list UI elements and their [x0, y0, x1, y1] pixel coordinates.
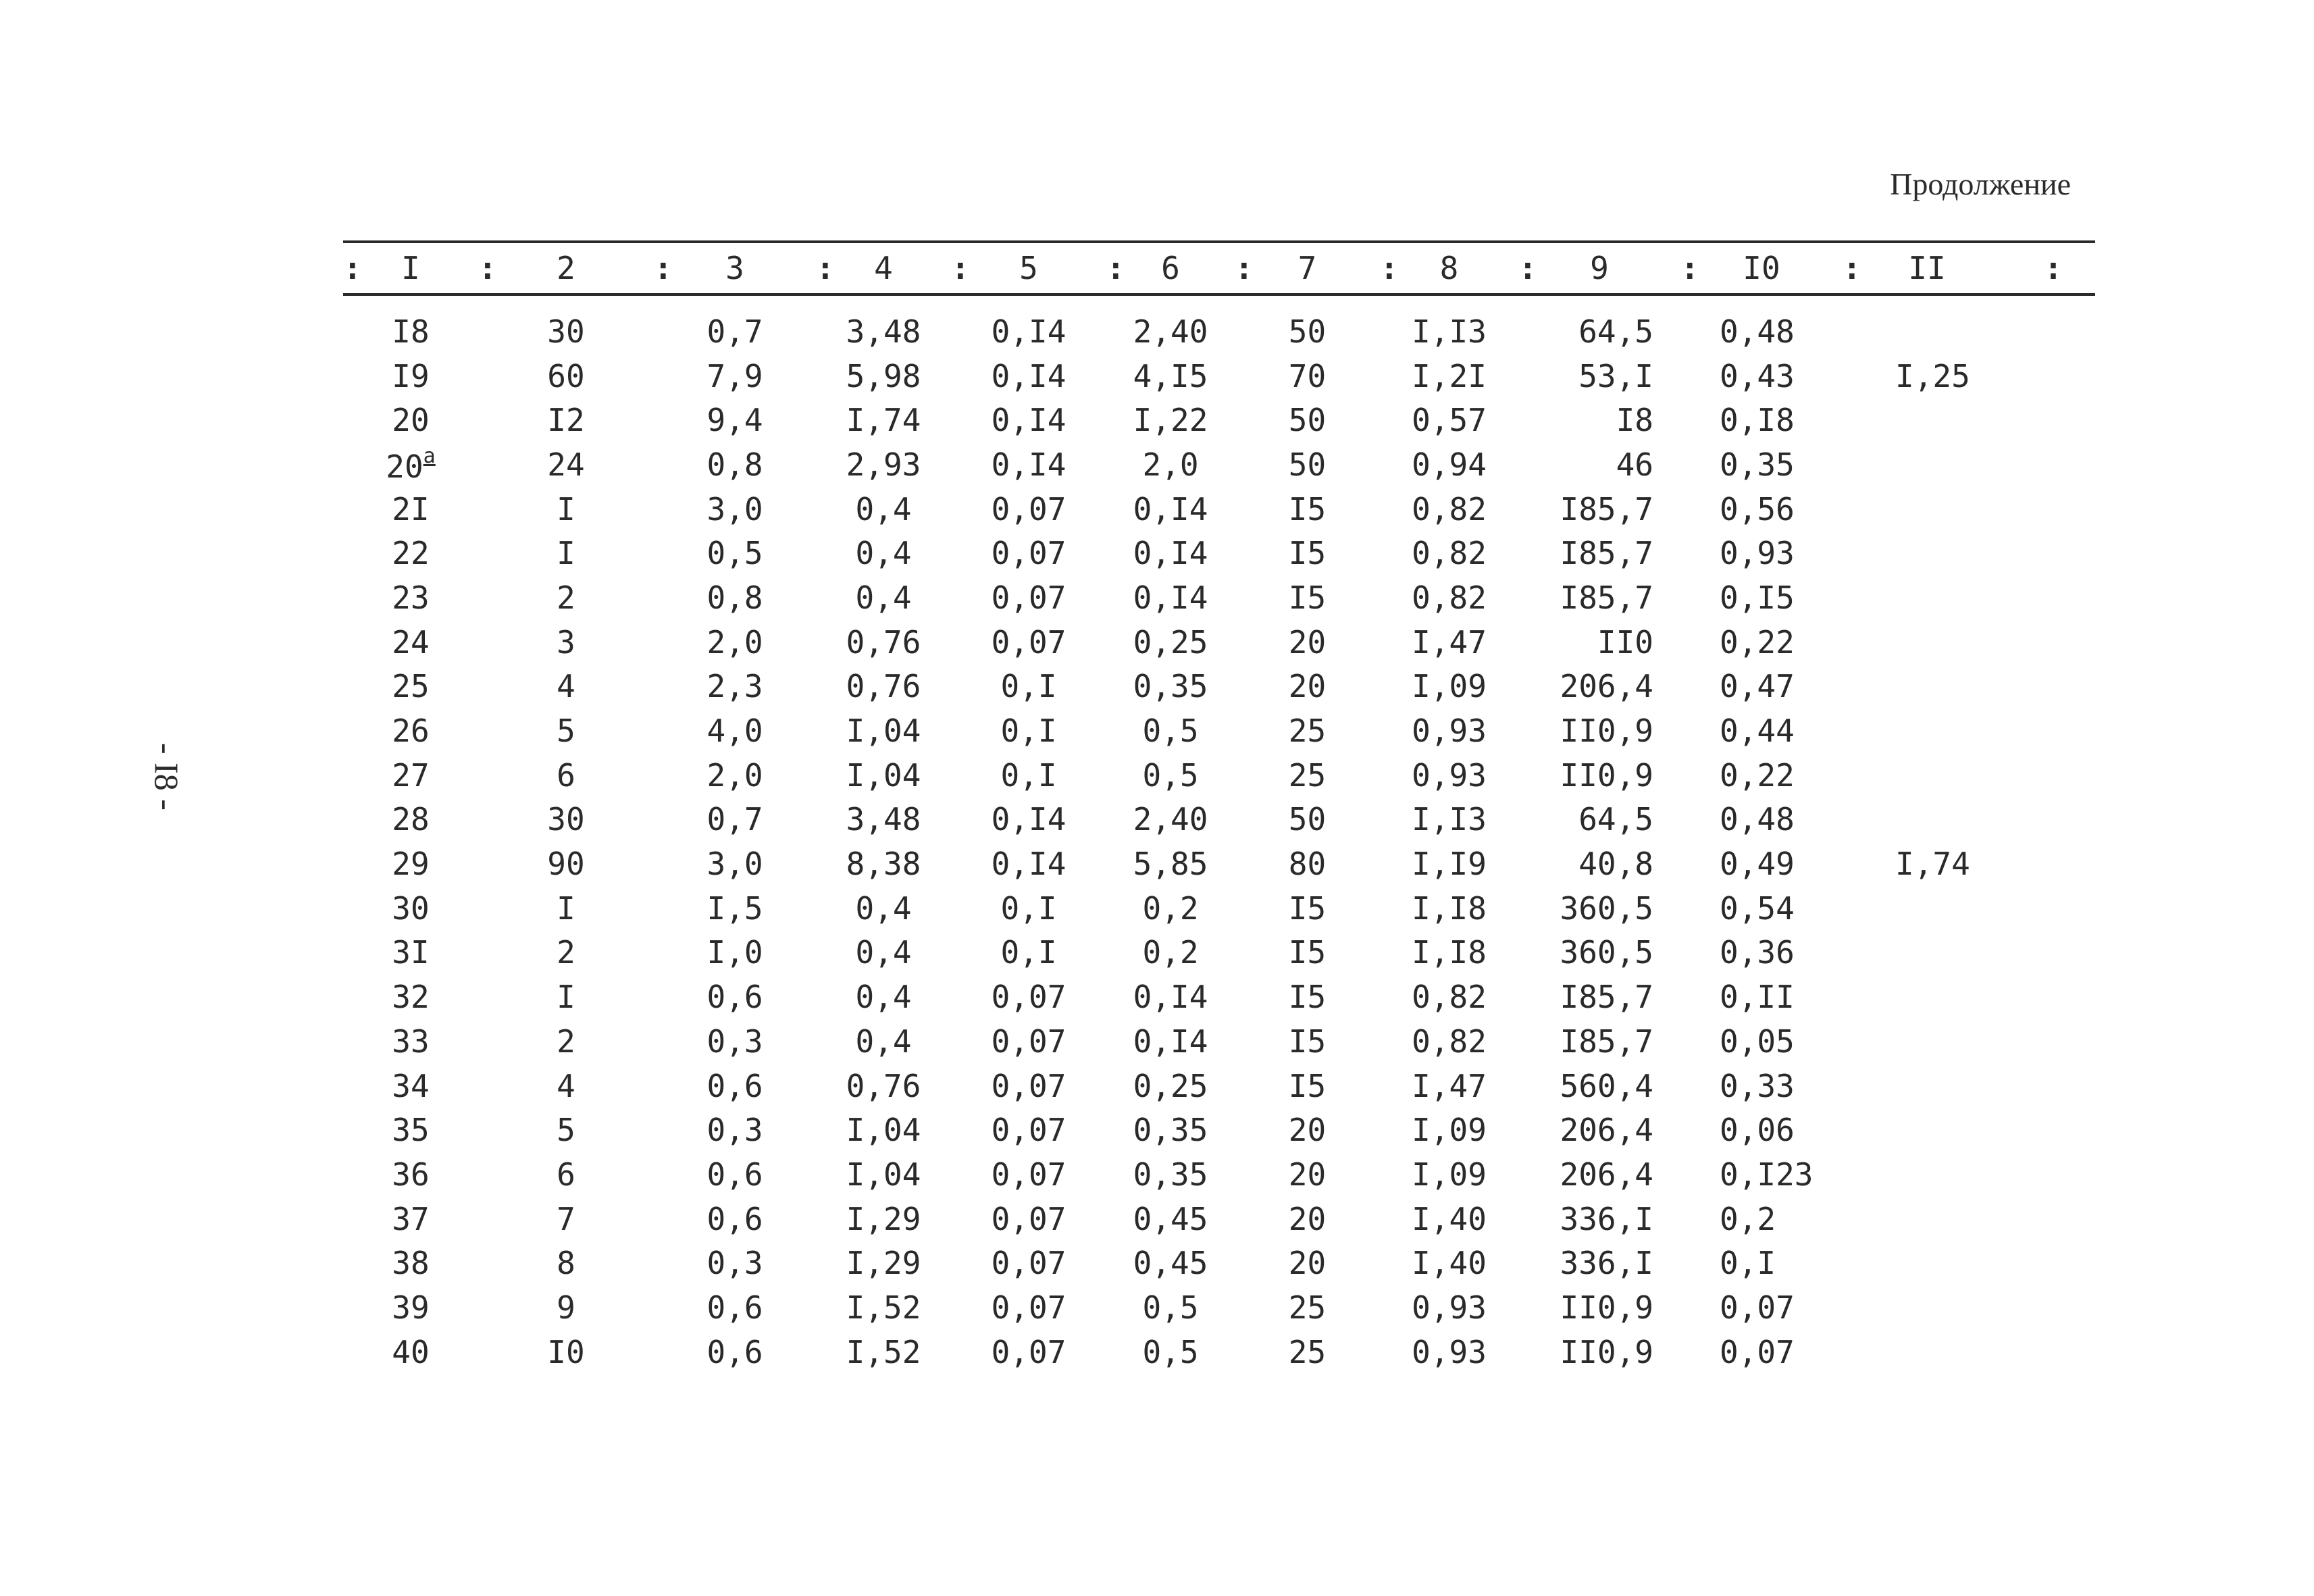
table-cell: 0,07: [991, 1289, 1066, 1326]
table-cell: 0,07: [1720, 1333, 1795, 1370]
table-cell: 25: [392, 668, 430, 705]
table-cell: 0,I4: [1133, 979, 1208, 1016]
table-cell: 0,5: [1142, 713, 1199, 750]
table-header-rule: [343, 293, 2095, 296]
table-cell: I,25: [1895, 357, 1970, 394]
table-cell: 0,I: [1720, 1245, 1776, 1282]
table-cell: 24: [547, 446, 585, 483]
table-cell: 0,76: [846, 623, 921, 661]
table-cell: 0,45: [1133, 1200, 1208, 1237]
table-row: [343, 665, 2095, 709]
table-cell: 0,76: [846, 1067, 921, 1104]
table-cell: 30: [392, 890, 430, 927]
table-cell: 0,07: [991, 1112, 1066, 1149]
table-cell: 0,6: [706, 1200, 763, 1237]
table-cell: 0,I8: [1720, 402, 1795, 439]
table-cell: 25: [1288, 1333, 1327, 1370]
table-cell: 2,40: [1133, 801, 1208, 838]
table-cell: I,5: [706, 890, 763, 927]
table-cell: II0,9: [1560, 1289, 1653, 1326]
table-cell: 0,22: [1720, 756, 1795, 794]
table-cell: I,47: [1412, 1067, 1487, 1104]
header-cell: : 2: [478, 250, 654, 286]
table-cell: I,40: [1412, 1245, 1487, 1282]
table-cell: I9: [392, 357, 430, 394]
table-cell: I,I8: [1412, 934, 1487, 971]
table-cell: 7,9: [706, 357, 763, 394]
table-cell: I5: [1288, 890, 1327, 927]
table-cell: I,74: [1895, 846, 1970, 883]
table-cell: 3I: [392, 934, 430, 971]
table-header: [343, 243, 2095, 293]
table-cell: 3,0: [706, 490, 763, 527]
table-cell: 0,56: [1720, 490, 1795, 527]
table-cell: 0,06: [1720, 1112, 1795, 1149]
table-cell: I5: [1288, 934, 1327, 971]
table-row: [343, 798, 2095, 842]
header-cell: : 5: [951, 250, 1106, 286]
table-cell: 32: [392, 979, 430, 1016]
table-cell: 40,8: [1578, 846, 1653, 883]
table-cell: 0,25: [1133, 1067, 1208, 1104]
table-cell: 8,38: [846, 846, 921, 883]
table-row: [343, 398, 2095, 442]
table-row: [343, 1197, 2095, 1241]
table-cell: 3,0: [706, 846, 763, 883]
table-cell: 0,2: [1142, 890, 1199, 927]
table-cell: 206,4: [1560, 668, 1653, 705]
table-row: [343, 975, 2095, 1019]
table-cell: 0,76: [846, 668, 921, 705]
table-cell: 0,3: [706, 1023, 763, 1060]
table-row: [343, 620, 2095, 665]
table-cell: 20: [1288, 668, 1327, 705]
table-row: [343, 1019, 2095, 1064]
table-cell: 0,35: [1133, 1112, 1208, 1149]
table-cell: I,22: [1133, 402, 1208, 439]
table-cell: I,04: [846, 1156, 921, 1193]
table-cell: 5,98: [846, 357, 921, 394]
table-row: [343, 1064, 2095, 1108]
table-cell: 20: [1288, 623, 1327, 661]
table-cell: 0,4: [855, 934, 912, 971]
header-cell: : 6: [1106, 250, 1235, 286]
table-cell: 0,2: [1142, 934, 1199, 971]
table-cell: 40: [392, 1333, 430, 1370]
table-cell: I,I3: [1412, 313, 1487, 350]
table-cell: 36: [392, 1156, 430, 1193]
table-cell: 0,I4: [1133, 535, 1208, 572]
table-cell: 0,54: [1720, 890, 1795, 927]
header-cell: : II: [1843, 250, 2011, 286]
table-row: [343, 575, 2095, 620]
table-row: [343, 1285, 2095, 1330]
table-cell: 0,93: [1412, 713, 1487, 750]
table-cell: 0,4: [855, 1023, 912, 1060]
table-cell: 0,07: [991, 579, 1066, 616]
table-cell: 6: [557, 756, 575, 794]
table-cell: 0,48: [1720, 801, 1795, 838]
table-cell: I85,7: [1560, 579, 1653, 616]
table-cell: 22: [392, 535, 430, 572]
table-row: [343, 842, 2095, 886]
table-cell: 4: [557, 668, 575, 705]
table-cell: I5: [1288, 979, 1327, 1016]
table-row: [343, 1330, 2095, 1374]
table-cell: 0,07: [991, 979, 1066, 1016]
table-cell: II0,9: [1560, 756, 1653, 794]
table-cell: I5: [1288, 490, 1327, 527]
table-cell: 8: [557, 1245, 575, 1282]
table-cell: 0,2: [1720, 1200, 1776, 1237]
table-cell: 0,I4: [991, 402, 1066, 439]
table-row: [343, 354, 2095, 398]
table-cell: 0,35: [1133, 668, 1208, 705]
table-cell: 0,7: [706, 313, 763, 350]
table-cell: 0,I4: [991, 357, 1066, 394]
table-cell: 0,82: [1412, 535, 1487, 572]
table-cell: 0,I4: [1133, 579, 1208, 616]
table-cell: I,74: [846, 402, 921, 439]
table-cell: 0,47: [1720, 668, 1795, 705]
table-cell: 0,07: [991, 1156, 1066, 1193]
table-cell: 2I: [392, 490, 430, 527]
table-cell: I8: [392, 313, 430, 350]
table-cell: 0,I23: [1720, 1156, 1814, 1193]
table-cell: 46: [1616, 446, 1653, 483]
table-cell: I: [557, 490, 575, 527]
table-cell: 60: [547, 357, 585, 394]
table-cell: I,04: [846, 756, 921, 794]
table-cell: I,29: [846, 1245, 921, 1282]
page-number: - I8 -: [148, 743, 186, 810]
table-cell: 0,93: [1720, 535, 1795, 572]
table-cell: 29: [392, 846, 430, 883]
table-cell: 34: [392, 1067, 430, 1104]
table-cell: 336,I: [1560, 1245, 1653, 1282]
table-cell: 0,44: [1720, 713, 1795, 750]
table-cell: 70: [1288, 357, 1327, 394]
table-cell: 0,49: [1720, 846, 1795, 883]
header-cell: : 9: [1518, 250, 1680, 286]
table-cell: 6: [557, 1156, 575, 1193]
table-cell: 4,0: [706, 713, 763, 750]
table-cell: 0,43: [1720, 357, 1795, 394]
table-cell: 560,4: [1560, 1067, 1653, 1104]
table-row: [343, 709, 2095, 753]
continuation-label: Продолжение: [1890, 167, 2071, 201]
table-cell: II0,9: [1560, 1333, 1653, 1370]
table-cell: 0,07: [991, 1023, 1066, 1060]
table-row: [343, 1152, 2095, 1197]
table-cell: 0,5: [1142, 1289, 1199, 1326]
table-cell: 0,07: [991, 535, 1066, 572]
table-cell: 0,I: [1000, 713, 1057, 750]
table-cell: 20: [1288, 1112, 1327, 1149]
table-cell: 336,I: [1560, 1200, 1653, 1237]
table-cell: 20: [1288, 1156, 1327, 1193]
table-cell: 37: [392, 1200, 430, 1237]
table-cell: 3,48: [846, 313, 921, 350]
table-cell: 0,93: [1412, 1289, 1487, 1326]
table-cell: 0,I: [1000, 756, 1057, 794]
table-cell: 0,I4: [991, 801, 1066, 838]
header-end-colon: :: [2044, 250, 2063, 286]
table-cell: 0,57: [1412, 402, 1487, 439]
table-cell: 0,07: [991, 1333, 1066, 1370]
table-cell: 24: [392, 623, 430, 661]
table-cell: 0,6: [706, 1289, 763, 1326]
table-row: [343, 753, 2095, 798]
table-cell: 2: [557, 934, 575, 971]
table-cell: 0,7: [706, 801, 763, 838]
header-cell: : I0: [1680, 250, 1843, 286]
table-cell: 50: [1288, 313, 1327, 350]
table-cell: 0,22: [1720, 623, 1795, 661]
table-cell: 360,5: [1560, 934, 1653, 971]
table-cell: 0,I4: [1133, 1023, 1208, 1060]
table-cell: 27: [392, 756, 430, 794]
table-cell: 80: [1288, 846, 1327, 883]
table-cell: 0,33: [1720, 1067, 1795, 1104]
table-cell: I,09: [1412, 1156, 1487, 1193]
table-cell: 0,5: [1142, 1333, 1199, 1370]
table-cell: II0: [1597, 623, 1653, 661]
table-cell: 25: [1288, 1289, 1327, 1326]
table-cell: 5: [557, 1112, 575, 1149]
table-cell: 0,07: [991, 1200, 1066, 1237]
header-cell: : 7: [1235, 250, 1380, 286]
table-cell: 0,6: [706, 1333, 763, 1370]
table-cell: 50: [1288, 801, 1327, 838]
table-cell: 23: [392, 579, 430, 616]
table-row: [343, 886, 2095, 931]
table-cell: 0,48: [1720, 313, 1795, 350]
table-cell: 0,I5: [1720, 579, 1795, 616]
table-cell: I,52: [846, 1333, 921, 1370]
table-cell: 30: [547, 313, 585, 350]
table-cell: 25: [1288, 756, 1327, 794]
table-cell: 0,4: [855, 890, 912, 927]
table-row: [343, 931, 2095, 975]
table-cell: 360,5: [1560, 890, 1653, 927]
header-cell: : 4: [816, 250, 951, 286]
table-cell: I,I8: [1412, 890, 1487, 927]
table-cell: 2: [557, 1023, 575, 1060]
table-cell: I,09: [1412, 1112, 1487, 1149]
table-cell: 0,82: [1412, 1023, 1487, 1060]
table-row: [343, 531, 2095, 575]
table-cell: 0,I: [1000, 934, 1057, 971]
header-cell: : I: [343, 250, 478, 286]
table-cell: 25: [1288, 713, 1327, 750]
table-cell: I: [557, 890, 575, 927]
table-body: [343, 309, 2095, 1374]
table-row: [343, 1108, 2095, 1152]
table-cell: 0,3: [706, 1245, 763, 1282]
table-cell: 2,0: [1142, 446, 1199, 483]
table-cell: 9,4: [706, 402, 763, 439]
table-cell: 50: [1288, 402, 1327, 439]
table-cell: 0,4: [855, 579, 912, 616]
table-cell: 26: [392, 713, 430, 750]
table-cell: 3: [557, 623, 575, 661]
table-cell: 0,35: [1133, 1156, 1208, 1193]
table-cell: I0: [547, 1333, 585, 1370]
table-cell: 0,6: [706, 1067, 763, 1104]
table-cell: 9: [557, 1289, 575, 1326]
table-cell: I: [557, 979, 575, 1016]
table-cell: 0,07: [991, 1245, 1066, 1282]
table-cell: 0,94: [1412, 446, 1487, 483]
table-cell: 5,85: [1133, 846, 1208, 883]
data-table: [343, 240, 2095, 1374]
table-cell: 0,6: [706, 979, 763, 1016]
table-cell: 0,93: [1412, 756, 1487, 794]
table-cell: 0,8: [706, 446, 763, 483]
table-cell: 0,07: [991, 490, 1066, 527]
table-cell: 0,II: [1720, 979, 1795, 1016]
table-cell: I85,7: [1560, 490, 1653, 527]
table-cell: 3,48: [846, 801, 921, 838]
table-cell: 0,82: [1412, 490, 1487, 527]
table-cell: 0,45: [1133, 1245, 1208, 1282]
table-cell: 0,93: [1412, 1333, 1487, 1370]
table-cell: 35: [392, 1112, 430, 1149]
table-cell: 4,I5: [1133, 357, 1208, 394]
table-cell: I,29: [846, 1200, 921, 1237]
row-suffix: а: [423, 444, 436, 468]
table-cell: I5: [1288, 535, 1327, 572]
table-cell: 2,0: [706, 623, 763, 661]
table-cell: [343, 444, 478, 485]
table-cell: 0,36: [1720, 934, 1795, 971]
table-cell: 0,4: [855, 490, 912, 527]
table-cell: I,52: [846, 1289, 921, 1326]
table-cell: 0,4: [855, 535, 912, 572]
table-row: [343, 487, 2095, 532]
table-cell: I,40: [1412, 1200, 1487, 1237]
table-cell: 0,I: [1000, 668, 1057, 705]
header-cell: : 8: [1380, 250, 1518, 286]
table-cell: 50: [1288, 446, 1327, 483]
table-cell: 0,5: [1142, 756, 1199, 794]
table-cell: I85,7: [1560, 535, 1653, 572]
table-cell: 90: [547, 846, 585, 883]
table-cell: 0,07: [1720, 1289, 1795, 1326]
table-cell: 206,4: [1560, 1156, 1653, 1193]
table-cell: 0,I4: [991, 313, 1066, 350]
table-cell: 2,3: [706, 668, 763, 705]
table-cell: I: [557, 535, 575, 572]
table-cell: I,I3: [1412, 801, 1487, 838]
table-cell: II0,9: [1560, 713, 1653, 750]
table-cell: 206,4: [1560, 1112, 1653, 1149]
table-cell: 4: [557, 1067, 575, 1104]
table-cell: 2,93: [846, 446, 921, 483]
table-cell: 0,5: [706, 535, 763, 572]
table-cell: 0,3: [706, 1112, 763, 1149]
table-cell: 0,25: [1133, 623, 1208, 661]
table-row: [343, 309, 2095, 354]
table-cell: I85,7: [1560, 979, 1653, 1016]
table-cell: I85,7: [1560, 1023, 1653, 1060]
table-cell: 0,35: [1720, 446, 1795, 483]
table-cell: 64,5: [1578, 313, 1653, 350]
table-cell: I,2I: [1412, 357, 1487, 394]
table-cell: 0,82: [1412, 579, 1487, 616]
table-cell: I,04: [846, 713, 921, 750]
table-cell: 0,05: [1720, 1023, 1795, 1060]
table-cell: I2: [547, 402, 585, 439]
table-cell: 39: [392, 1289, 430, 1326]
table-cell: 0,4: [855, 979, 912, 1016]
table-cell: 2,0: [706, 756, 763, 794]
table-cell: 53,I: [1578, 357, 1653, 394]
table-cell: 20: [392, 402, 430, 439]
table-cell: I,0: [706, 934, 763, 971]
table-cell: I,I9: [1412, 846, 1487, 883]
table-cell: 0,07: [991, 623, 1066, 661]
table-cell: I,09: [1412, 668, 1487, 705]
table-row: [343, 442, 2095, 487]
table-cell: 20: [1288, 1245, 1327, 1282]
table-cell: 0,I4: [991, 446, 1066, 483]
table-cell: 0,07: [991, 1067, 1066, 1104]
table-cell: I,04: [846, 1112, 921, 1149]
table-cell: 20: [1288, 1200, 1327, 1237]
table-cell: 0,I: [1000, 890, 1057, 927]
table-cell: I8: [1616, 402, 1653, 439]
table-cell: 0,I4: [991, 846, 1066, 883]
table-cell: 0,8: [706, 579, 763, 616]
table-cell: I5: [1288, 1067, 1327, 1104]
table-cell: 30: [547, 801, 585, 838]
table-cell: 28: [392, 801, 430, 838]
table-cell: 38: [392, 1245, 430, 1282]
table-cell: 0,82: [1412, 979, 1487, 1016]
table-cell: 2,40: [1133, 313, 1208, 350]
header-cell: : 3: [654, 250, 816, 286]
table-cell: I,47: [1412, 623, 1487, 661]
table-cell: 5: [557, 713, 575, 750]
table-row: [343, 1241, 2095, 1285]
table-cell: 33: [392, 1023, 430, 1060]
row-number: 20: [386, 448, 423, 485]
table-cell: 2: [557, 579, 575, 616]
table-cell: 64,5: [1578, 801, 1653, 838]
table-cell: 0,I4: [1133, 490, 1208, 527]
table-cell: 7: [557, 1200, 575, 1237]
table-cell: I5: [1288, 1023, 1327, 1060]
table-cell: I5: [1288, 579, 1327, 616]
table-cell: 0,6: [706, 1156, 763, 1193]
